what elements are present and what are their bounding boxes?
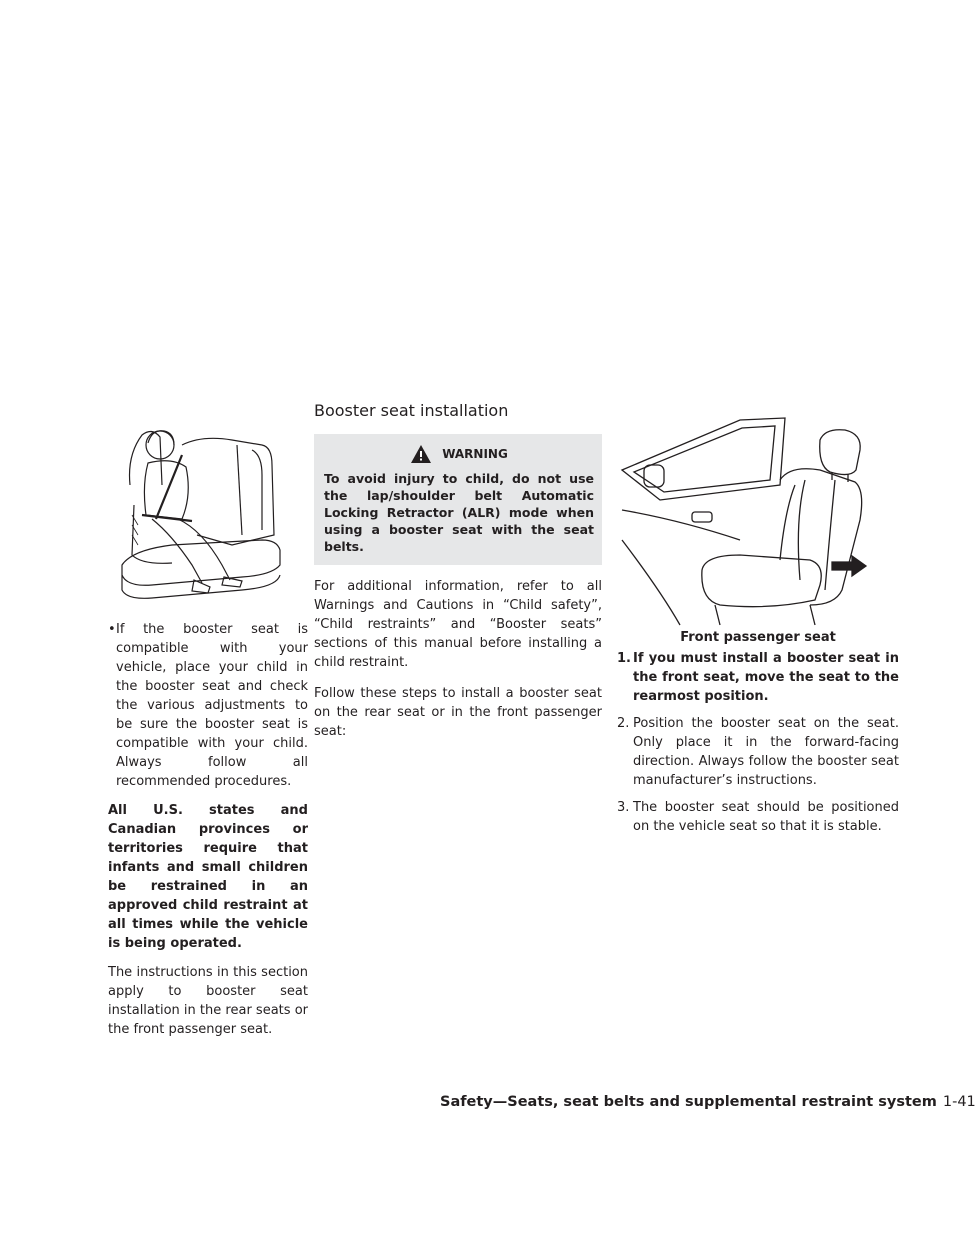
additional-info-paragraph: For additional information, refer to all Warnings and Cautions in “Child safety”, “Child restraints” and “Booster seats” sections of this manual before installing a child restraint. [314,579,602,670]
page-number: 1-41 [942,1094,976,1110]
bullet-mark: • [108,622,116,637]
middle-column [314,400,602,741]
step-item [617,798,899,836]
step-item [617,649,899,706]
right-column [617,400,899,836]
step-text: Position the booster seat on the seat. Only place it in the forward-facing direction. Always follow the booster seat manufacturer’s instructions. [633,716,899,788]
warning-triangle-icon [410,444,432,464]
legal-requirement-paragraph: All U.S. states and Canadian provinces or territories require that infants and small children be restrained in an approved child restraint at all times while the vehicle is being operated. [108,803,308,951]
booster-seat-child-illustration [112,415,282,605]
step-number: 2. [617,716,630,731]
page-footer [440,1094,976,1110]
bullet-text: If the booster seat is compatible with your vehicle, place your child in the booster seat and check the various adjustments to be sure the booster seat is compatible with your child. Always follow all recommended procedures. [116,622,308,789]
warning-box [314,434,602,565]
steps-list [617,649,899,836]
figure-caption: Front passenger seat [680,630,836,645]
step-text: The booster seat should be positioned on the vehicle seat so that it is stable. [633,800,899,834]
warning-header [324,444,594,464]
step-item [617,714,899,790]
warning-text: To avoid injury to child, do not use the lap/shoulder belt Automatic Locking Retractor (ALR) mode when using a booster seat with the seat belts. [324,471,594,554]
step-number: 1. [617,651,631,666]
section-title: Booster seat installation [314,401,509,420]
bullet-item [108,620,308,791]
step-text: If you must install a booster seat in the front seat, move the seat to the rearmost position. [633,651,899,704]
follow-steps-paragraph: Follow these steps to install a booster seat on the rear seat or in the front passenger seat: [314,686,602,739]
left-column [108,620,308,1039]
chapter-title: Safety—Seats, seat belts and supplemental restraint system [440,1094,937,1110]
instructions-scope-paragraph: The instructions in this section apply to booster seat installation in the rear seats or the front passenger seat. [108,965,308,1037]
step-number: 3. [617,800,630,815]
warning-label: WARNING [442,446,508,461]
